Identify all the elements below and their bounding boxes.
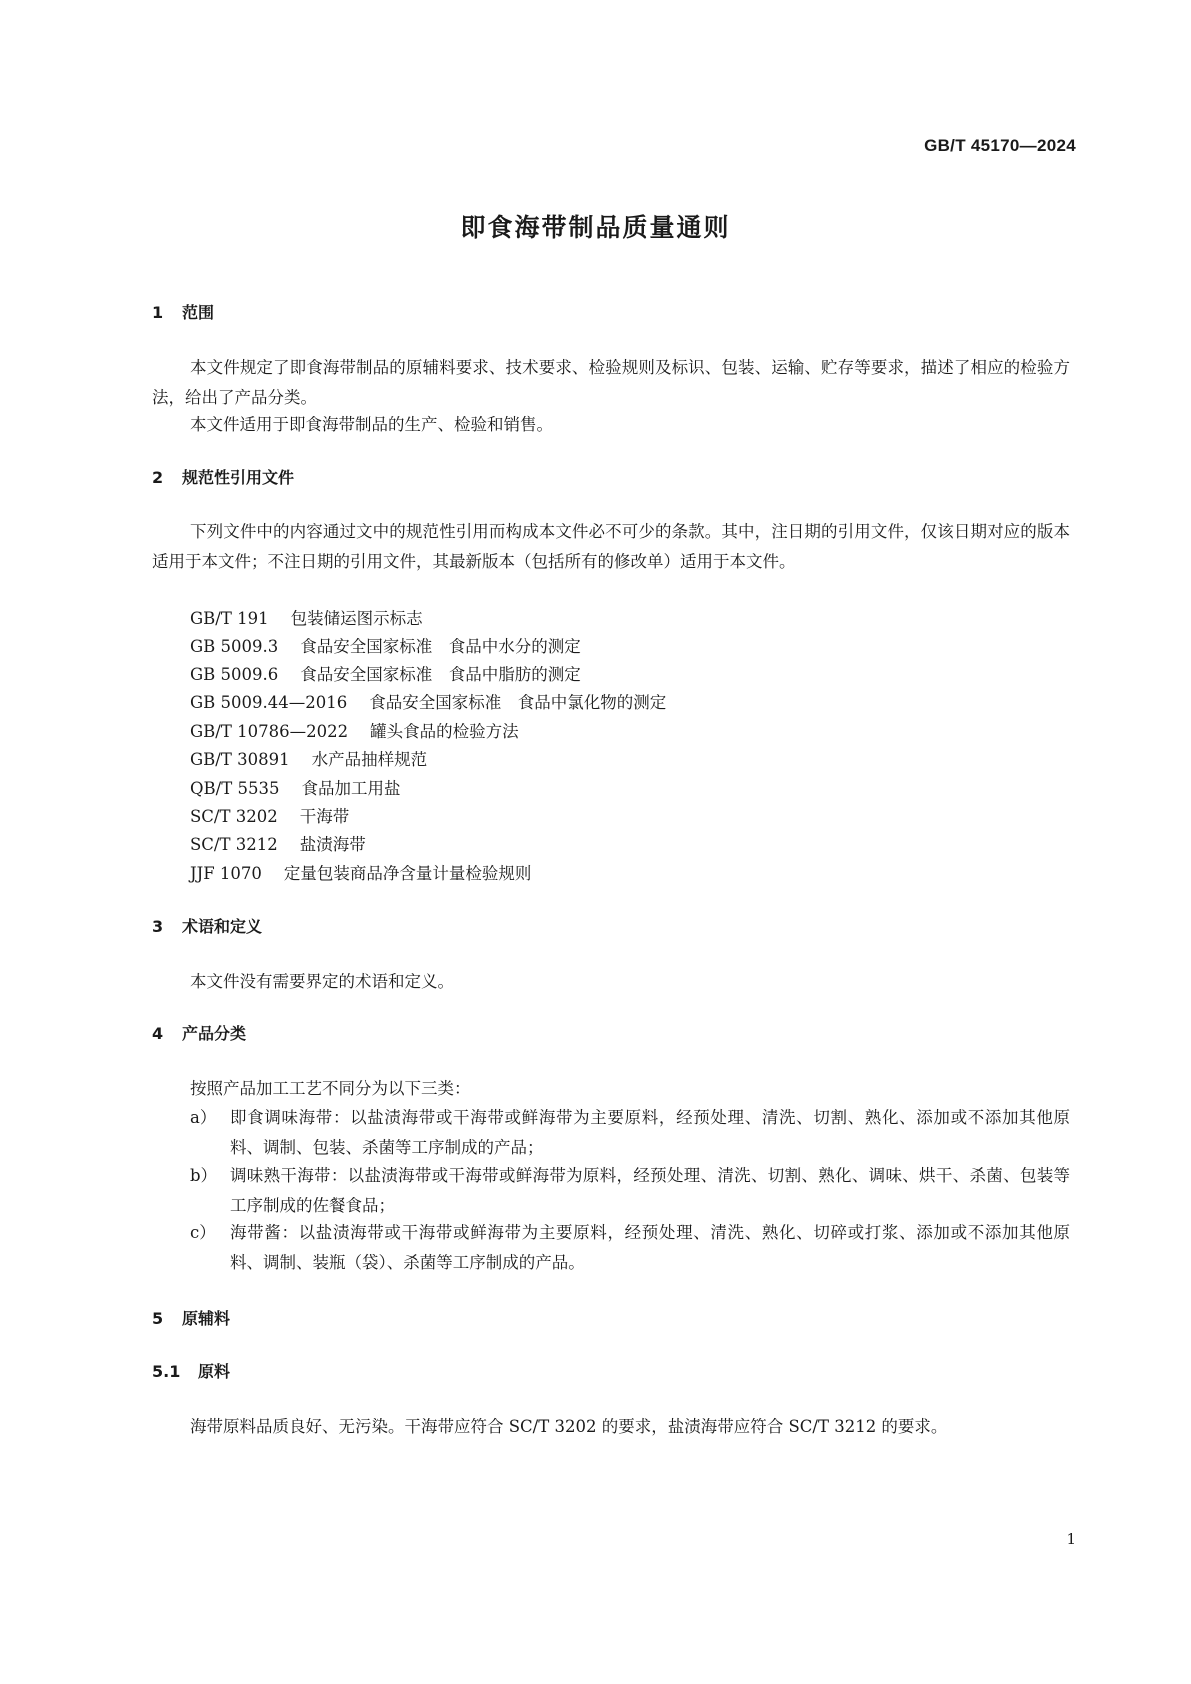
section-number: 3 xyxy=(152,917,164,936)
list-item-text: 调味熟干海带：以盐渍海带或干海带或鲜海带为原料，经预处理、清洗、切割、熟化、调味、烘干、杀菌、包装等工序制成的佐餐食品； xyxy=(230,1166,1070,1215)
section-number: 4 xyxy=(152,1024,164,1043)
section-title: 原料 xyxy=(198,1362,231,1381)
section-number: 5.1 xyxy=(152,1362,181,1381)
section-title: 原辅料 xyxy=(182,1309,231,1328)
reference-name: 食品安全国家标准 食品中脂肪的测定 xyxy=(300,665,581,684)
classification-item xyxy=(190,1218,1070,1278)
reference-name: 食品安全国家标准 食品中氯化物的测定 xyxy=(369,693,667,712)
section-title: 术语和定义 xyxy=(182,917,263,936)
section-1-paragraph-1: 本文件规定了即食海带制品的原辅料要求、技术要求、检验规则及标识、包装、运输、贮存等要求，描述了相应的检验方法，给出了产品分类。 xyxy=(152,358,1070,407)
reference-name: 定量包装商品净含量计量检验规则 xyxy=(283,864,532,883)
section-4-intro: 按照产品加工工艺不同分为以下三类： xyxy=(190,1079,471,1098)
section-number: 5 xyxy=(152,1309,164,1328)
reference-code: GB 5009.44—2016 xyxy=(190,693,348,712)
section-1-heading xyxy=(152,300,214,323)
reference-code: QB/T 5535 xyxy=(190,779,280,798)
list-marker: b） xyxy=(190,1166,218,1185)
reference-code: GB/T 10786—2022 xyxy=(190,722,349,741)
reference-item xyxy=(190,660,581,690)
reference-item xyxy=(190,802,349,832)
section-title: 范围 xyxy=(182,303,215,322)
reference-name: 包装储运图示标志 xyxy=(290,609,423,628)
reference-code: SC/T 3212 xyxy=(190,835,278,854)
reference-item xyxy=(190,745,427,775)
reference-name: 干海带 xyxy=(299,807,350,826)
reference-item xyxy=(190,717,519,747)
section-3-paragraph-1: 本文件没有需要界定的术语和定义。 xyxy=(190,972,454,991)
standard-code: GB/T 45170—2024 xyxy=(924,136,1076,155)
list-item-text: 海带酱：以盐渍海带或干海带或鲜海带为主要原料，经预处理、清洗、熟化、切碎或打浆、添加或不添加其他原料、调制、装瓶（袋）、杀菌等工序制成的产品。 xyxy=(230,1223,1070,1272)
list-marker: a） xyxy=(190,1108,217,1127)
reference-name: 食品安全国家标准 食品中水分的测定 xyxy=(300,637,581,656)
section-number: 1 xyxy=(152,303,164,322)
classification-item xyxy=(190,1161,1070,1221)
reference-code: JJF 1070 xyxy=(190,864,262,883)
reference-code: GB/T 30891 xyxy=(190,750,290,769)
section-5-1-paragraph-1: 海带原料品质良好、无污染。干海带应符合 SC/T 3202 的要求，盐渍海带应符合 SC/T 3212 的要求。 xyxy=(190,1417,948,1436)
section-title: 规范性引用文件 xyxy=(182,468,295,487)
reference-item xyxy=(190,688,666,718)
list-marker: c） xyxy=(190,1223,216,1242)
reference-code: GB 5009.3 xyxy=(190,637,279,656)
page-number: 1 xyxy=(1066,1530,1076,1548)
section-2-paragraph-1: 下列文件中的内容通过文中的规范性引用而构成本文件必不可少的条款。其中，注日期的引用文件，仅该日期对应的版本适用于本文件；不注日期的引用文件，其最新版本（包括所有的修改单）适用于本文件。 xyxy=(152,522,1070,571)
document-title: 即食海带制品质量通则 xyxy=(460,213,731,242)
reference-item xyxy=(190,632,581,662)
reference-code: SC/T 3202 xyxy=(190,807,278,826)
section-2-heading xyxy=(152,465,294,488)
list-item-text: 即食调味海带：以盐渍海带或干海带或鲜海带为主要原料，经预处理、清洗、切割、熟化、添加或不添加其他原料、调制、包装、杀菌等工序制成的产品； xyxy=(230,1108,1070,1157)
classification-item xyxy=(190,1103,1070,1163)
reference-item xyxy=(190,859,531,889)
reference-name: 水产品抽样规范 xyxy=(311,750,428,769)
reference-name: 盐渍海带 xyxy=(299,835,366,854)
section-3-heading xyxy=(152,914,262,937)
reference-item xyxy=(190,774,400,804)
section-1-paragraph-2: 本文件适用于即食海带制品的生产、检验和销售。 xyxy=(190,415,553,434)
section-5-1-heading xyxy=(152,1359,230,1382)
section-5-heading xyxy=(152,1306,230,1329)
reference-item xyxy=(190,830,366,860)
section-4-heading xyxy=(152,1021,246,1044)
reference-code: GB 5009.6 xyxy=(190,665,279,684)
reference-item xyxy=(190,604,423,634)
section-number: 2 xyxy=(152,468,164,487)
reference-name: 食品加工用盐 xyxy=(301,779,401,798)
reference-code: GB/T 191 xyxy=(190,609,269,628)
section-title: 产品分类 xyxy=(182,1024,247,1043)
reference-name: 罐头食品的检验方法 xyxy=(370,722,519,741)
